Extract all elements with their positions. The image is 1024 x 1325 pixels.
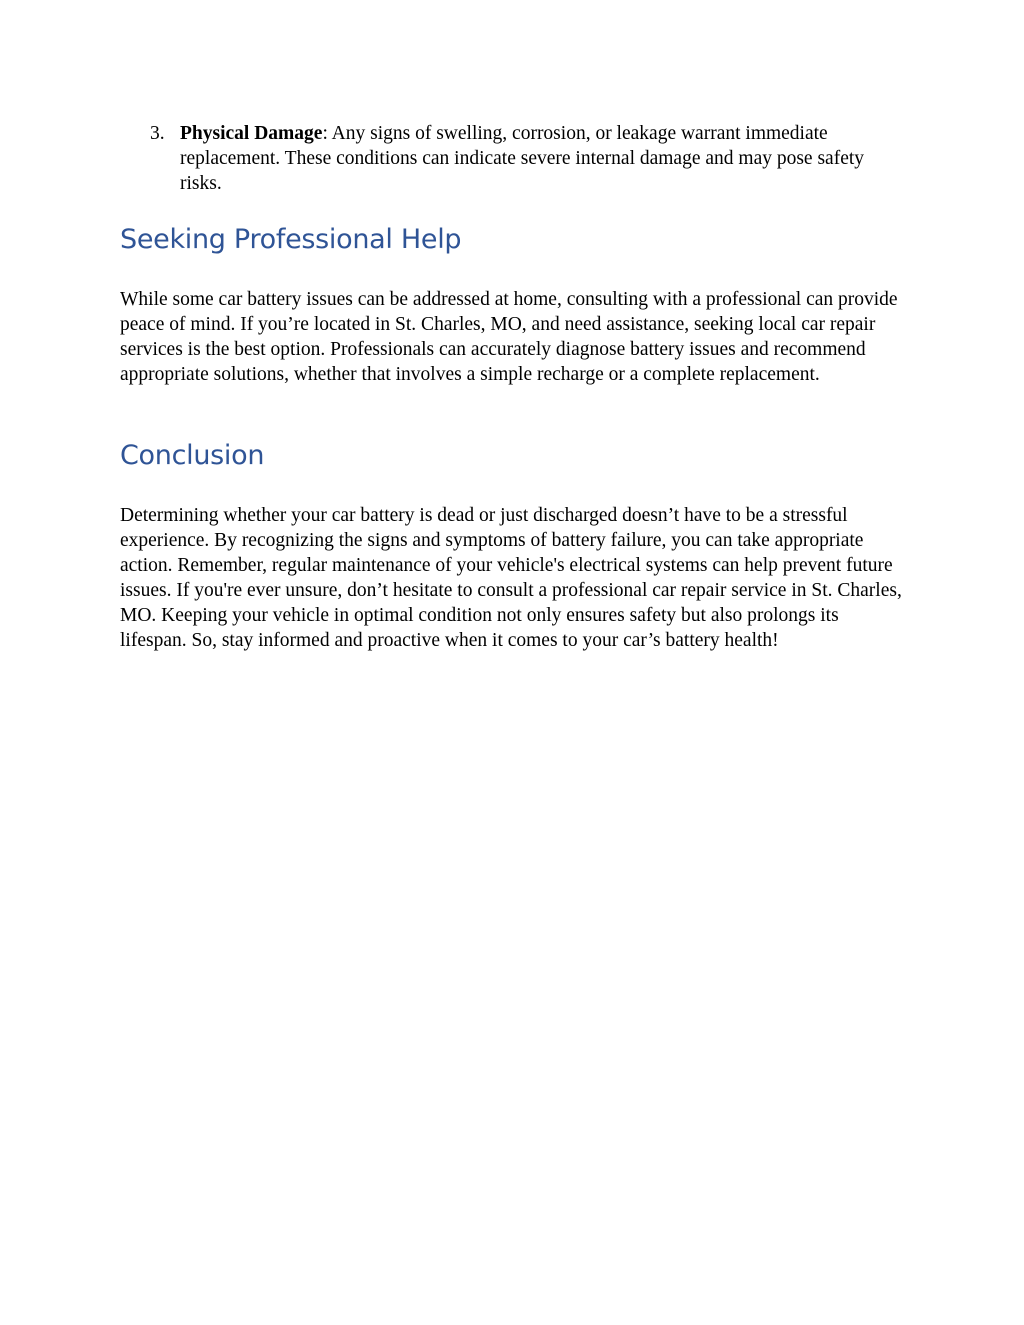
list-item-text (180, 121, 910, 196)
section-body-seeking-professional-help: While some car battery issues can be addressed at home, consulting with a professional can provide peace of mind. If you’re located in St. Charles, MO, and need assistance, seeking local car repair services is the best option. Professionals can accurately diagnose battery issues and recommend appropriate solutions, whether that involves a simple recharge or a complete replacement. (120, 289, 898, 385)
list-item-description: : Any signs of swelling, corrosion, or leakage warrant immediate replacement. These conditions can indicate severe internal damage and may pose safety risks. (180, 123, 865, 194)
section-body-conclusion: Determining whether your car battery is dead or just discharged doesn’t have to be a stressful experience. By recognizing the signs and symptoms of battery failure, you can take appropriate action. Remember, regular maintenance of your vehicle's electrical systems can help prevent future issues. If you're ever unsure, don’t hesitate to consult a professional car repair service in St. Charles, MO. Keeping your vehicle in optimal condition not only ensures safety but also prolongs its lifespan. So, stay informed and proactive when it comes to your car’s battery health! (120, 505, 902, 651)
list-number: 3. (150, 123, 165, 144)
section-heading-seeking-professional-help: Seeking Professional Help (120, 224, 462, 255)
section-heading-conclusion: Conclusion (120, 440, 265, 471)
list-item-term: Physical Damage (180, 123, 323, 144)
